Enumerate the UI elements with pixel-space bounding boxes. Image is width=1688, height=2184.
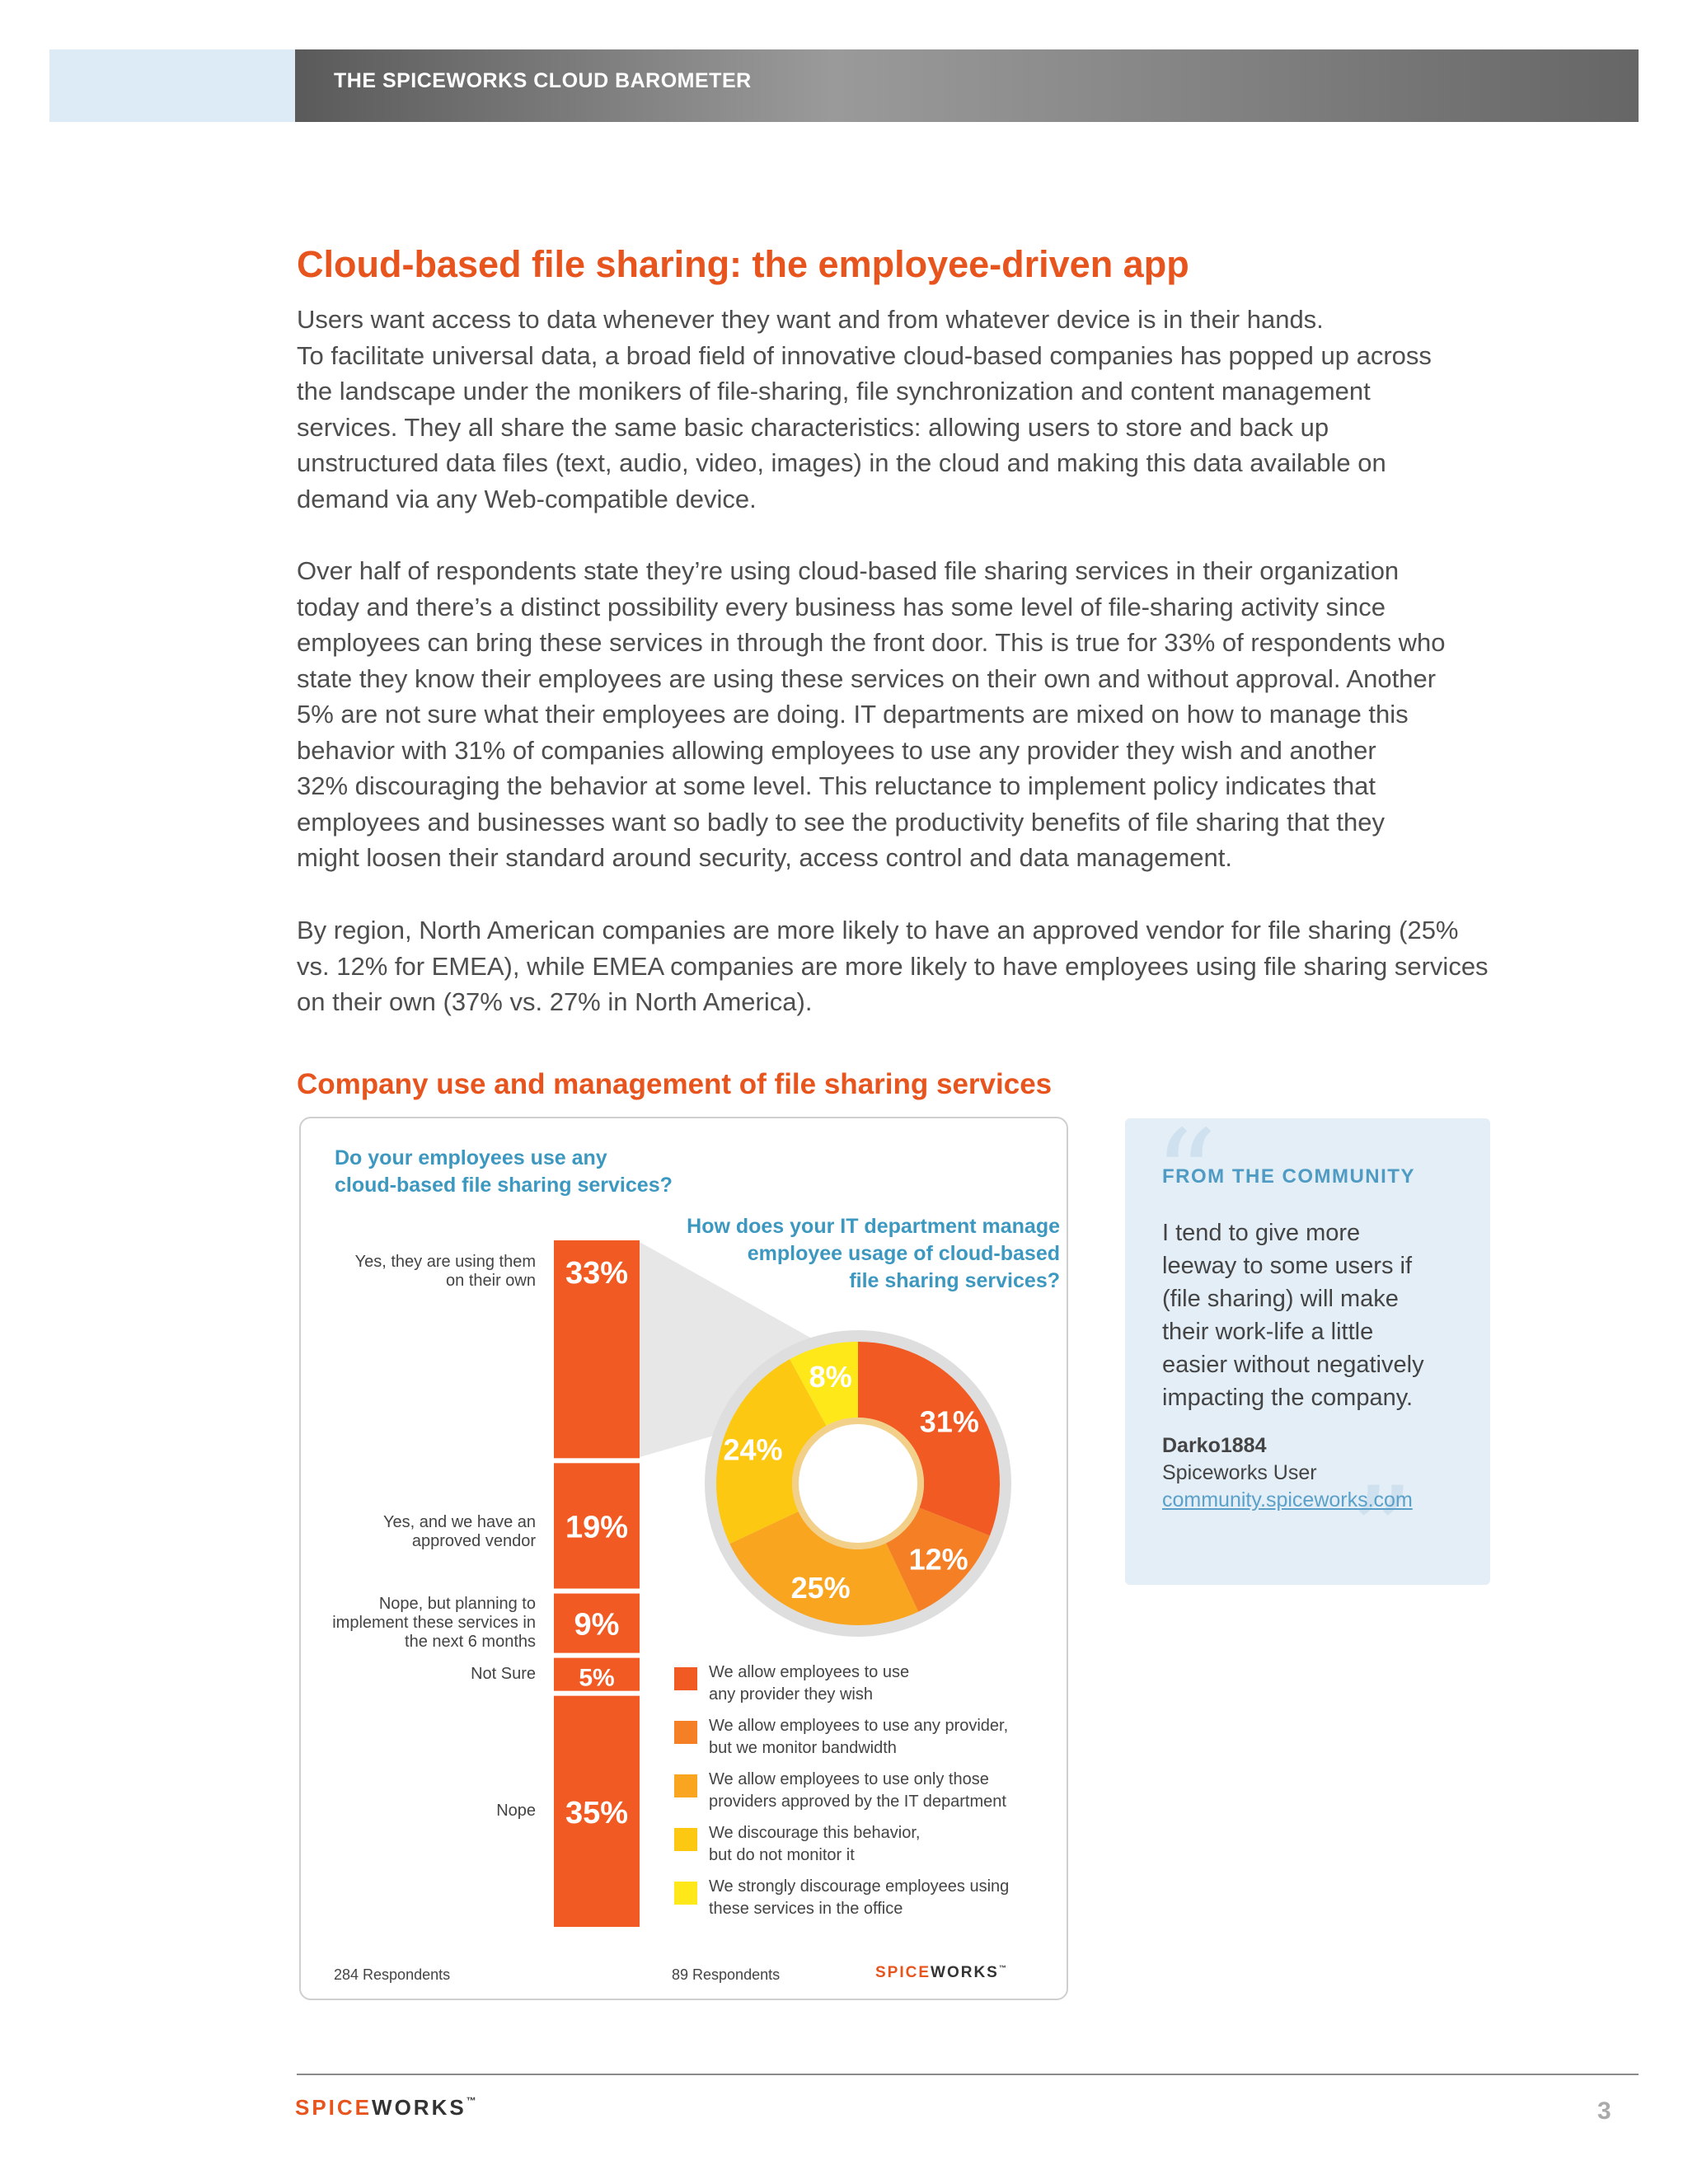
- bar-category-label-line: the next 6 months: [405, 1633, 536, 1652]
- donut-hole: [799, 1424, 917, 1543]
- legend-swatch: [674, 1721, 697, 1744]
- paragraph-line: vs. 12% for EMEA), while EMEA companies are more likely to have employees using file sharing services: [297, 951, 1489, 981]
- donut-respondents: 89 Respondents: [672, 1966, 781, 1983]
- bar-category-label-line: implement these services in: [332, 1614, 536, 1633]
- legend-item-line: but do not monitor it: [709, 1846, 855, 1864]
- legend-item-line: these services in the office: [709, 1900, 903, 1918]
- paragraph-line: Users want access to data whenever they want and from whatever device is in their hands.: [297, 305, 1324, 334]
- open-quote-icon: “: [1154, 1104, 1217, 1248]
- bar-category-label: [297, 1595, 536, 1652]
- legend-item-line: providers approved by the IT department: [709, 1793, 1006, 1811]
- donut-value-label: 25%: [790, 1571, 851, 1605]
- article-title: Cloud-based file sharing: the employee-driven app: [297, 243, 1189, 285]
- bar-category-label: [297, 1253, 536, 1291]
- quote-line: (file sharing) will make: [1162, 1286, 1399, 1312]
- quote-line: easier without negatively: [1162, 1352, 1424, 1378]
- logo-part-works: WORKS: [931, 1964, 999, 1981]
- bar-chart-title-line: Do your employees use any: [335, 1146, 607, 1169]
- logo-trademark: ™: [998, 1964, 1008, 1972]
- donut-value-label: 31%: [919, 1404, 979, 1439]
- paragraph-line: 5% are not sure what their employees are doing. IT departments are mixed on how to manage this: [297, 700, 1409, 729]
- chart-heading: Company use and management of file sharing services: [297, 1068, 1053, 1100]
- paragraph-line: unstructured data files (text, audio, video, images) in the cloud and making this data available on: [297, 448, 1386, 477]
- bar-category-label-line: approved vendor: [411, 1532, 536, 1551]
- paragraph-line: behavior with 31% of companies allowing employees to use any provider they wish and another: [297, 735, 1376, 765]
- bar-chart-title-line: cloud-based file sharing services?: [335, 1174, 673, 1197]
- paragraph-line: services. They all share the same basic characteristics: allowing users to store and back up: [297, 412, 1329, 442]
- community-user: Darko1884: [1162, 1434, 1267, 1457]
- footer-rule: [297, 2074, 1639, 2075]
- logo-trademark: ™: [466, 2095, 479, 2107]
- bar-category-label-line: Yes, they are using them: [354, 1253, 536, 1271]
- paragraph-line: To facilitate universal data, a broad field of innovative cloud-based companies has popped up across: [297, 340, 1432, 370]
- bar-value-label: 19%: [565, 1510, 629, 1545]
- paragraph-line: employees and businesses want so badly to see the productivity benefits of file sharing that they: [297, 807, 1385, 837]
- logo-part-spice: SPICE: [875, 1964, 931, 1981]
- paragraph-line: By region, North American companies are more likely to have an approved vendor for file sharing (25%: [297, 916, 1459, 944]
- legend-item-line: any provider they wish: [709, 1685, 873, 1704]
- legend-swatch: [674, 1667, 697, 1690]
- page-number: 3: [1597, 2097, 1611, 2125]
- paragraph-line: state they know their employees are using these services on their own and without approval. Another: [297, 663, 1437, 693]
- bar-category-label: [297, 1665, 536, 1684]
- paragraph-line: 32% discouraging the behavior at some level. This reluctance to implement policy indicates that: [297, 771, 1376, 800]
- quote-line: their work-life a little: [1162, 1319, 1374, 1345]
- bar-value-label: 35%: [565, 1795, 629, 1830]
- logo-part-spice: SPICE: [295, 2095, 373, 2120]
- legend-item: [709, 1822, 920, 1867]
- legend-swatch: [674, 1828, 697, 1851]
- legend-swatch: [674, 1774, 697, 1797]
- quote-line: I tend to give more: [1162, 1220, 1361, 1246]
- community-quote: [1162, 1216, 1475, 1414]
- donut-chart-title-line: How does your IT department manage: [687, 1215, 1060, 1238]
- legend-item-line: We allow employees to use: [709, 1663, 910, 1681]
- footer-spiceworks-logo: [295, 2095, 479, 2121]
- donut-value-label: 24%: [723, 1432, 783, 1467]
- donut-value-label: 8%: [809, 1360, 852, 1394]
- community-link[interactable]: community.spiceworks.com: [1162, 1488, 1413, 1511]
- paragraph-line: Over half of respondents state they’re using cloud-based file sharing services in their organization: [297, 556, 1400, 585]
- legend-item: [709, 1876, 1009, 1920]
- chart-spiceworks-logo: [875, 1964, 1008, 1982]
- bar-category-label-line: Not Sure: [471, 1665, 536, 1684]
- paragraph-line: on their own (37% vs. 27% in North America).: [297, 987, 813, 1016]
- quote-line: leeway to some users if: [1162, 1253, 1413, 1279]
- bar-category-label-line: Yes, and we have an: [383, 1513, 536, 1532]
- legend-item-line: but we monitor bandwidth: [709, 1739, 897, 1757]
- community-title: FROM THE COMMUNITY: [1162, 1165, 1415, 1188]
- bar-category-label: [297, 1802, 536, 1821]
- community-role: Spiceworks User: [1162, 1461, 1317, 1484]
- legend-item-line: We allow employees to use any provider,: [709, 1717, 1009, 1735]
- legend-item: [709, 1769, 1006, 1813]
- legend-item-line: We strongly discourage employees using: [709, 1877, 1010, 1896]
- quote-line: impacting the company.: [1162, 1385, 1414, 1411]
- logo-part-works: WORKS: [372, 2095, 467, 2120]
- donut-value-label: 12%: [908, 1542, 968, 1577]
- bar-category-label: [297, 1513, 536, 1551]
- close-quote-icon: ”: [1350, 1461, 1414, 1605]
- header-title: THE SPICEWORKS CLOUD BAROMETER: [334, 69, 752, 92]
- bar-value-label: 9%: [574, 1607, 620, 1643]
- paragraph-line: today and there’s a distinct possibility every business has some level of file-sharing activity since: [297, 592, 1386, 621]
- paragraph-line: employees can bring these services in through the front door. This is true for 33% of respondents who: [297, 628, 1446, 657]
- legend-item-line: We allow employees to use only those: [709, 1770, 989, 1788]
- legend-item: [709, 1661, 909, 1706]
- bar-category-label-line: on their own: [446, 1272, 536, 1290]
- paragraph-line: demand via any Web-compatible device.: [297, 484, 757, 513]
- paragraph-line: the landscape under the monikers of file-sharing, file synchronization and content management: [297, 377, 1371, 405]
- bar-category-label-line: Nope: [496, 1802, 536, 1821]
- paragraph-line: might loosen their standard around security, access control and data management.: [297, 843, 1233, 872]
- donut-chart-title-line: employee usage of cloud-based: [747, 1242, 1060, 1265]
- bar-value-label: 33%: [565, 1256, 629, 1291]
- bar-respondents: 284 Respondents: [334, 1966, 451, 1983]
- bar-value-label: 5%: [579, 1664, 615, 1692]
- legend-swatch: [674, 1882, 697, 1905]
- donut-chart-title-line: file sharing services?: [849, 1269, 1060, 1292]
- legend-item-line: We discourage this behavior,: [709, 1824, 921, 1842]
- legend-item: [709, 1715, 1008, 1760]
- bar-category-label-line: Nope, but planning to: [378, 1595, 536, 1614]
